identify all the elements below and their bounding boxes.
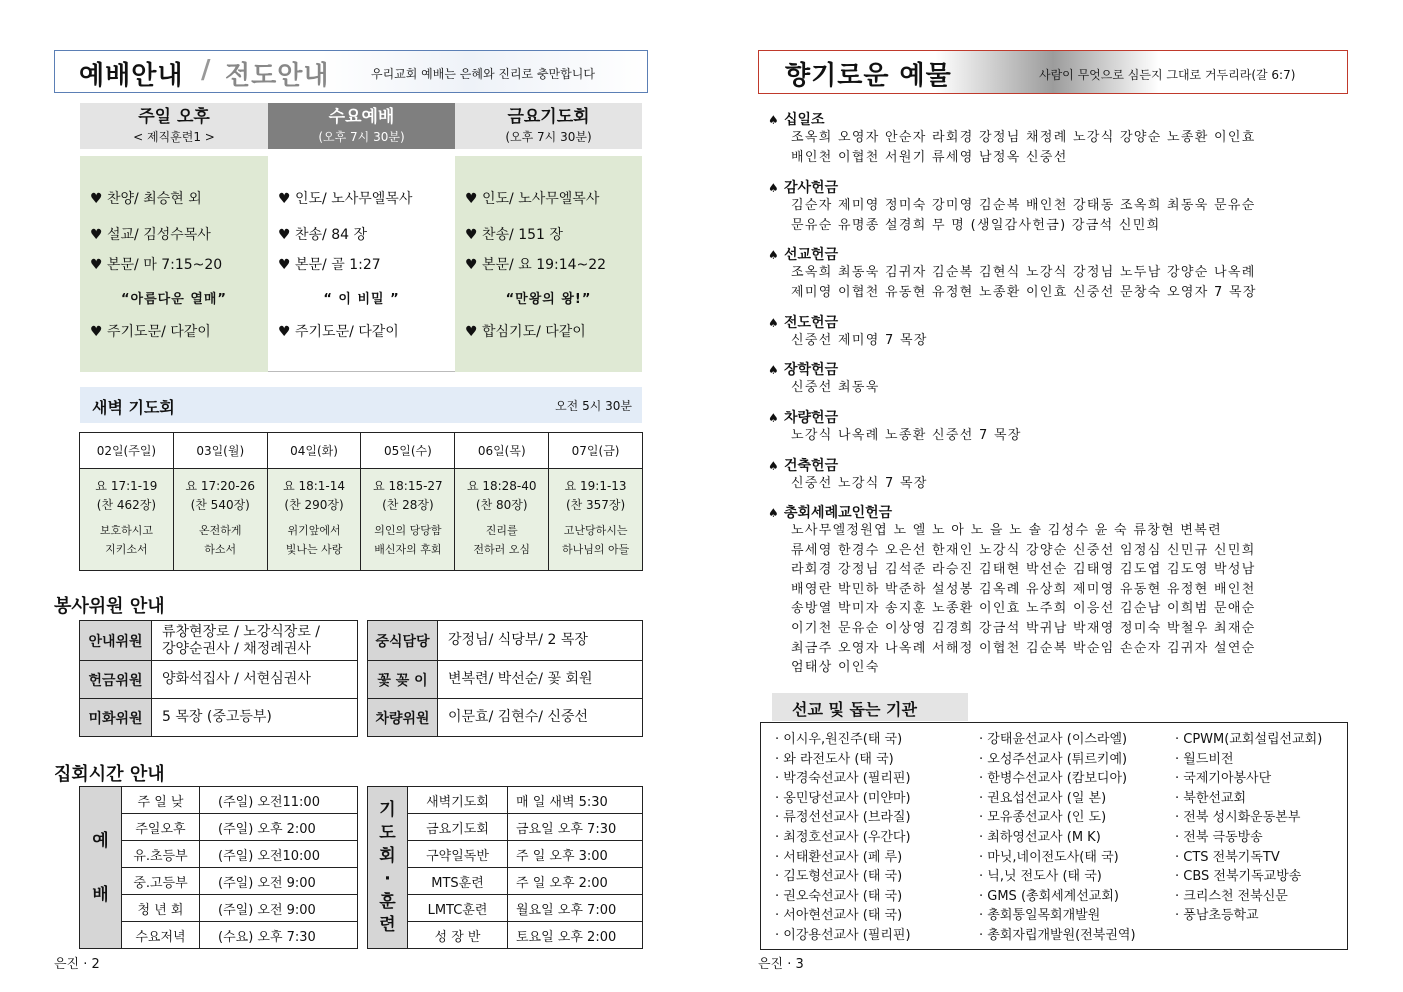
volunteer-value: 양화석집사 / 서현심권사 [152, 661, 358, 699]
dawn-note: 하소서 [204, 543, 237, 556]
service-subtitle: (오후 7시 30분) [505, 130, 592, 144]
service-line: ♥ 인도/ 노사무엘목사 [278, 191, 413, 207]
service-line: ♥ 찬양/ 최승현 외 [90, 191, 202, 207]
dawn-cell [549, 469, 643, 571]
volunteer-label: 중식담당 [368, 621, 438, 661]
offering-building [768, 455, 1348, 494]
mission-item: · 모유종선교사 (인 도) [979, 810, 1107, 826]
meeting-time: (주일) 오전11:00 [200, 787, 358, 814]
dawn-note: 의인의 당당함 [374, 524, 442, 537]
mission-item: · 와 라전도사 (태 국) [775, 751, 894, 767]
meeting-time: 월요일 오후 7:00 [508, 895, 643, 922]
volunteer-value: 변복련/ 박선순/ 꽃 회원 [438, 661, 643, 699]
spade-icon: ♠ [768, 248, 779, 262]
offering-evangelism [768, 312, 1348, 351]
table-row [368, 868, 643, 895]
worship-group-label [80, 787, 122, 949]
service-head-wednesday [268, 103, 455, 149]
volunteer-label: 미화위원 [80, 699, 152, 737]
service-body-wednesday [268, 156, 455, 372]
offering-subtitle: 사람이 무엇으로 심든지 그대로 거두리라(갈 6:7) [1039, 68, 1296, 82]
dawn-cell [455, 469, 549, 571]
group-label-char: · [384, 868, 391, 889]
service-body-friday [455, 156, 642, 372]
mission-item: · CTS 전북기독TV [1175, 849, 1280, 865]
service-line: ♥ 본문/ 요 19:14~22 [465, 257, 607, 273]
dawn-note: 위기앞에서 [287, 524, 341, 537]
sermon-title: “만왕의 왕!” [505, 292, 592, 307]
table-row [368, 699, 643, 737]
dawn-note: 고난당하시는 [563, 524, 628, 537]
offering-names: 김순자 제미영 정미숙 강미영 김순복 배인천 강태동 조옥희 최동욱 문유순 [791, 198, 1256, 213]
offering-heading [768, 109, 1348, 128]
meeting-name: 주 일 낮 [122, 787, 200, 814]
table-row [80, 469, 643, 571]
meeting-name: 새벽기도회 [408, 787, 508, 814]
sermon-title: “아름다운 열매” [121, 292, 227, 307]
service-subtitle: (오후 7시 30분) [318, 130, 405, 144]
meeting-name: 성 장 반 [408, 922, 508, 949]
dawn-ref: 요 18:15-27 [373, 479, 443, 493]
worship-times-table [79, 786, 358, 949]
offering-heading-text: 선교헌금 [784, 247, 839, 263]
mission-item: · 최하영선교사 (M K) [979, 829, 1101, 845]
meeting-time: (주일) 오전 9:00 [200, 868, 358, 895]
offering-names: 류세영 한경수 오은선 한재인 노강식 강양순 신중선 임정심 신민규 신민희 [791, 542, 1256, 558]
meeting-time: 매 일 새벽 5:30 [508, 787, 643, 814]
dawn-cell [361, 469, 455, 571]
offering-names: 조옥희 오영자 안순자 라회경 강정님 채정례 노강식 강양순 노종환 이인효 [791, 130, 1256, 145]
mission-item: · 서아현선교사 (태 국) [775, 908, 903, 924]
offering-names: 엄태상 이인숙 [791, 660, 880, 676]
dawn-note: 지키소서 [105, 543, 148, 556]
mission-item: · 전북 극동방송 [1175, 829, 1263, 845]
mission-item: · 이강용선교사 (필리핀) [775, 927, 911, 943]
dawn-day: 06일(목) [455, 433, 549, 469]
volunteer-label: 꽃 꽂 이 [368, 661, 438, 699]
mission-item: · 북한선교회 [1175, 790, 1247, 806]
group-label-char: 도 [379, 822, 396, 843]
volunteer-table-right [367, 620, 643, 737]
missions-col-2 [979, 730, 1136, 946]
offering-names: 조옥희 최동욱 김귀자 김순복 김현식 노강식 강정님 노두남 강양순 나옥례 [791, 265, 1256, 280]
mission-item: · GMS (총회세계선교회) [979, 888, 1119, 904]
dawn-day: 02일(주일) [80, 433, 174, 469]
group-label-char: 회 [379, 845, 396, 866]
offering-scholarship [768, 359, 1348, 398]
mission-item: · 류정선선교사 (브라질) [775, 810, 911, 826]
dawn-hymn: (찬 357장) [565, 498, 626, 512]
table-row [368, 841, 643, 868]
offering-heading [768, 244, 1348, 263]
mission-item: · 권요섭선교사 (일 본) [979, 790, 1107, 806]
table-row [80, 814, 358, 841]
table-row [368, 814, 643, 841]
offering-heading-text: 건축헌금 [784, 458, 839, 474]
worship-header [54, 50, 648, 93]
meeting-name: MTS훈련 [408, 868, 508, 895]
offering-baptized-members [768, 502, 1348, 678]
offering-heading [768, 407, 1348, 426]
dawn-cell [80, 469, 174, 571]
spade-icon: ♠ [768, 459, 779, 473]
dawn-hymn: (찬 462장) [96, 498, 157, 512]
service-line: ♥ 인도/ 노사무엘목사 [465, 191, 600, 207]
header-slash: / [201, 55, 212, 85]
mission-item: · 김도형선교사 (태 국) [775, 869, 903, 885]
mission-item: · 한병수선교사 (캄보디아) [979, 771, 1128, 787]
dawn-note: 배신자의 후회 [374, 543, 442, 556]
mission-item: · 크리스천 전북신문 [1175, 888, 1288, 904]
offering-names: 배인천 이협천 서원기 류세영 남정옥 신중선 [791, 149, 1068, 165]
spade-icon: ♠ [768, 316, 779, 330]
volunteer-value: 강정님/ 식당부/ 2 목장 [438, 621, 643, 661]
mission-item: · 옹민당선교사 (미얀마) [775, 790, 911, 806]
dawn-note: 보호하시고 [99, 524, 153, 537]
volunteer-value: 이문효/ 김현수/ 신중선 [438, 699, 643, 737]
volunteer-line: 류창현장로 / 노강식장로 / [162, 623, 321, 640]
table-row [368, 787, 643, 814]
dawn-prayer-table [79, 432, 643, 571]
service-head-sunday [80, 103, 268, 149]
dawn-hymn: (찬 28장) [382, 498, 434, 512]
prayer-times-table [367, 786, 643, 949]
meeting-time: 주 일 오후 2:00 [508, 868, 643, 895]
offering-vehicle [768, 407, 1348, 446]
dawn-day: 03일(월) [173, 433, 267, 469]
table-row [368, 621, 643, 661]
spade-icon: ♠ [768, 181, 779, 195]
dawn-ref: 요 17:1-19 [95, 479, 158, 493]
offering-names: 신중선 제미영 7 목장 [791, 333, 928, 348]
meeting-name: 주일오후 [122, 814, 200, 841]
offering-heading [768, 312, 1348, 331]
missions-title-bar [772, 693, 968, 721]
service-title: 금요기도회 [507, 107, 590, 127]
dawn-note: 온전하게 [198, 524, 242, 537]
dawn-hymn: (찬 80장) [475, 498, 528, 512]
dawn-day: 05일(수) [361, 433, 455, 469]
missions-col-1 [775, 730, 911, 946]
meeting-time: (주일) 오전10:00 [200, 841, 358, 868]
offering-heading [768, 455, 1348, 474]
mission-item: · 강태윤선교사 (이스라엘) [979, 732, 1128, 747]
sermon-title: “ 이 비밀 ” [323, 292, 400, 307]
mission-item: · 전북 성시화운동본부 [1175, 810, 1301, 826]
group-label-char: 련 [379, 914, 396, 935]
offering-names: 송방열 박미자 송지훈 노종환 이인효 노주희 이응선 김순남 이희범 문애순 [791, 601, 1256, 617]
service-line: ♥ 본문/ 골 1:27 [278, 257, 381, 273]
table-row [80, 841, 358, 868]
group-label-char: 훈 [379, 891, 396, 912]
dawn-cell [267, 469, 361, 571]
offering-heading-text: 십일조 [784, 112, 825, 128]
mission-item: · 풍남초등학교 [1175, 908, 1259, 924]
header-subtitle: 우리교회 예배는 은혜와 진리로 충만합니다 [371, 67, 595, 81]
missions-box [760, 722, 1348, 950]
table-row [80, 787, 358, 814]
header-title-worship: 예배안내 [79, 61, 184, 91]
meeting-name: 청 년 회 [122, 895, 200, 922]
table-row [368, 661, 643, 699]
service-line: ♥ 설교/ 김성수목사 [90, 227, 211, 243]
spade-icon: ♠ [768, 363, 779, 377]
volunteer-label: 헌금위원 [80, 661, 152, 699]
meeting-name: 금요기도회 [408, 814, 508, 841]
offering-thanks [768, 177, 1348, 235]
mission-item: · 박경숙선교사 (필리핀) [775, 771, 911, 787]
group-label-char: 배 [92, 884, 109, 905]
offering-title: 향기로운 예물 [785, 61, 952, 91]
volunteer-table-left [79, 620, 358, 737]
service-title: 수요예배 [328, 107, 395, 127]
offering-heading [768, 502, 1348, 521]
mission-item: · 국제기아봉사단 [1175, 771, 1272, 787]
offering-heading-text: 전도헌금 [784, 315, 839, 331]
service-line: ♥ 주기도문/ 다같이 [90, 324, 211, 340]
offering-tithe [768, 109, 1348, 167]
dawn-day: 07일(금) [549, 433, 643, 469]
dawn-ref: 요 18:1-14 [283, 479, 346, 493]
meeting-name: 유.초등부 [122, 841, 200, 868]
page-footer-right: 은진 · 3 [758, 957, 804, 972]
dawn-note: 하나님의 아들 [561, 543, 630, 556]
table-row [80, 895, 358, 922]
offering-names: 신중선 최동욱 [791, 380, 880, 395]
meeting-time: (주일) 오전 9:00 [200, 895, 358, 922]
dawn-day: 04일(화) [267, 433, 361, 469]
offering-mission [768, 244, 1348, 302]
table-row [368, 922, 643, 949]
dawn-ref: 요 17:20-26 [185, 479, 256, 493]
spade-icon: ♠ [768, 411, 779, 425]
mission-item: · CBS 전북기독교방송 [1175, 869, 1302, 885]
meeting-name: LMTC훈련 [408, 895, 508, 922]
service-line: ♥ 주기도문/ 다같이 [278, 324, 399, 340]
dawn-prayer-time: 오전 5시 30분 [555, 399, 632, 413]
service-line: ♥ 본문/ 마 7:15~20 [90, 257, 223, 273]
mission-item: · 총회자립개발원(전북권역) [979, 927, 1136, 943]
table-row [80, 922, 358, 949]
prayer-group-label [368, 787, 408, 949]
meetings-title: 집회시간 안내 [54, 764, 165, 785]
offering-names: 최금주 오영자 나옥례 서해정 이협천 김순복 박순임 손순자 김귀자 설연순 [791, 640, 1256, 656]
meeting-time: 토요일 오후 2:00 [508, 922, 643, 949]
group-label-char: 예 [92, 830, 109, 851]
offering-names: 이기천 문유순 이상영 김경희 강금석 박귀남 박재영 정미숙 박철우 최재순 [791, 620, 1256, 636]
offering-heading-text: 장학헌금 [784, 362, 839, 378]
meeting-time: 금요일 오후 7:30 [508, 814, 643, 841]
mission-item: · 권오숙선교사 (태 국) [775, 888, 903, 904]
offering-names: 배영란 박민하 박준하 설성봉 김옥례 유상희 제미영 유동현 유정현 배인천 [791, 581, 1256, 597]
dawn-hymn: (찬 290장) [284, 498, 344, 512]
offering-heading [768, 359, 1348, 378]
dawn-ref: 요 19:1-13 [564, 479, 627, 493]
dawn-cell [173, 469, 267, 571]
offering-names: 노사무엘정원엽 노 엘 노 아 노 을 노 솔 김성수 윤 숙 류창현 변복련 [791, 523, 1222, 538]
offering-names: 신중선 노강식 7 목장 [791, 476, 928, 491]
table-row [368, 895, 643, 922]
service-line: ♥ 찬송/ 84 장 [278, 227, 368, 243]
missions-title: 선교 및 돕는 기관 [792, 700, 917, 719]
offering-heading-text: 차량헌금 [784, 410, 839, 426]
mission-item: · 월드비전 [1175, 751, 1234, 767]
offering-heading-text: 감사헌금 [784, 180, 839, 196]
table-row [80, 433, 643, 469]
mission-item: · 마닛,네이전도사(태 국) [979, 849, 1119, 865]
service-head-friday [455, 103, 642, 149]
volunteer-line: 강양순권사 / 채정례권사 [162, 640, 311, 657]
volunteer-title: 봉사위원 안내 [54, 596, 165, 617]
offering-names: 라회경 강정님 김석준 라승진 김태현 박선순 김태영 김도엽 김도영 박성남 [791, 562, 1256, 578]
offering-header [758, 50, 1348, 94]
mission-item: · 오성주선교사 (튀르키예) [979, 751, 1128, 767]
offering-names: 문유순 유명종 설경희 무 명 (생일감사헌금) 강금석 신민희 [791, 217, 1161, 233]
meeting-time: (주일) 오후 2:00 [200, 814, 358, 841]
dawn-prayer-title: 새벽 기도회 [92, 398, 175, 417]
offering-heading-text: 총회세례교인헌금 [784, 505, 893, 521]
service-line: ♥ 합심기도/ 다같이 [465, 324, 586, 340]
mission-item: · 서태환선교사 (페 루) [775, 849, 903, 865]
meeting-name: 수요저녁 [122, 922, 200, 949]
offering-names: 노강식 나옥례 노종환 신중선 7 목장 [791, 428, 1022, 443]
mission-item: · CPWM(교회설립선교회) [1175, 732, 1323, 747]
meeting-time: 주 일 오후 3:00 [508, 841, 643, 868]
service-title: 주일 오후 [138, 107, 210, 127]
meeting-name: 중.고등부 [122, 868, 200, 895]
mission-item: · 최정호선교사 (우간다) [775, 829, 911, 845]
service-body-sunday [80, 156, 268, 372]
dawn-note: 진리를 [485, 524, 518, 537]
meeting-time: (수요) 오후 7:30 [200, 922, 358, 949]
dawn-prayer-bar [80, 387, 642, 423]
spade-icon: ♠ [768, 113, 779, 127]
service-subtitle: < 제직훈련1 > [133, 130, 215, 144]
table-row [80, 621, 358, 661]
page-footer-left: 은진 · 2 [54, 957, 100, 972]
volunteer-value [152, 621, 358, 661]
volunteer-label: 안내위원 [80, 621, 152, 661]
group-label-char: 기 [379, 799, 396, 820]
missions-col-3 [1175, 730, 1322, 926]
volunteer-value: 5 목장 (중고등부) [152, 699, 358, 737]
dawn-note: 전하러 오심 [473, 543, 531, 556]
table-row [80, 699, 358, 737]
service-line: ♥ 찬송/ 151 장 [465, 227, 563, 243]
dawn-ref: 요 18:28-40 [466, 479, 537, 493]
volunteer-label: 차량위원 [368, 699, 438, 737]
dawn-note: 빛나는 사랑 [285, 543, 343, 556]
offering-names: 제미영 이협천 유동현 유정현 노종환 이인효 신중선 문창숙 오영자 7 목장 [791, 284, 1257, 300]
mission-item: · 총회통일목회개발원 [979, 908, 1101, 924]
table-row [80, 661, 358, 699]
meeting-name: 구약일독반 [408, 841, 508, 868]
offering-heading [768, 177, 1348, 196]
dawn-hymn: (찬 540장) [190, 498, 250, 512]
mission-item: · 이시우,원진주(태 국) [775, 732, 903, 747]
mission-item: · 닉,닛 전도사 (태 국) [979, 869, 1102, 885]
header-title-evangelism: 전도안내 [225, 61, 330, 91]
spade-icon: ♠ [768, 506, 779, 520]
table-row [80, 868, 358, 895]
